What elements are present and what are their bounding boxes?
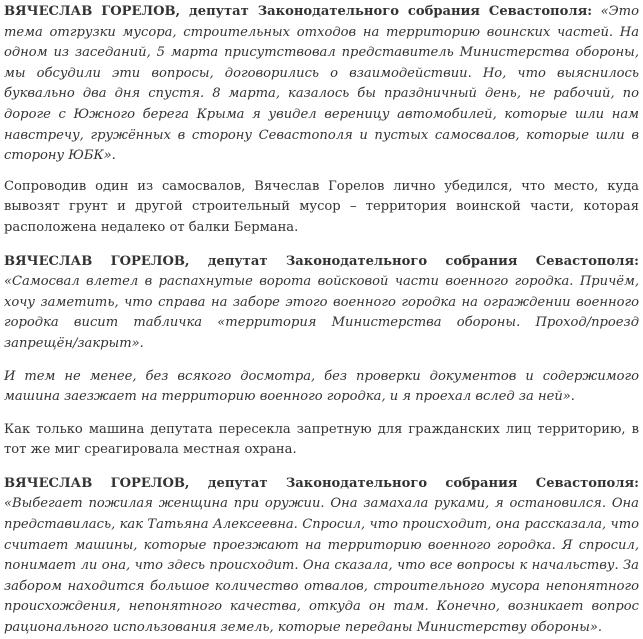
quote-text: «Выбегает пожилая женщина при оружии. Она замахала руками, я остановился. Она представилась, как Татьяна Алексеевна. Спросил, что происходит, она рассказала, что считает машины, которые проезжают на территорию военного городка. Я спросил, понимает ли она, что здесь происходит. Она сказала, что все вопросы к начальству. За забором находится большое количество отвалов, строительного мусора непонятного происхождения, непонятного качества, откуда он там. Конечно, возникает вопрос рационального использования земель, которые переданы Министерству обороны». — [4, 496, 639, 636]
speaker-attribution: ВЯЧЕСЛАВ ГОРЕЛОВ, депутат Законодательного собрания Севастополя: — [4, 253, 639, 269]
narrative-text: Сопроводив один из самосвалов, Вячеслав Горелов лично убедился, что место, куда вывозят грунт и другой строительный мусор – территория воинской части, которая расположена недалеко от балки Бермана. — [4, 178, 639, 235]
speaker-attribution: ВЯЧЕСЛАВ ГОРЕЛОВ, депутат Законодательного собрания Севастополя: — [4, 4, 593, 19]
quote-text: «Самосвал влетел в распахнутые ворота войсковой части военного городка. Причём, хочу заметить, что справа на заборе этого военного городка на ограждении военного городка висит табличка «территория Министерства обороны. Проход/проезд запрещён/закрыт». — [4, 274, 639, 351]
narrative-paragraph-1 — [4, 177, 639, 239]
speaker-attribution: ВЯЧЕСЛАВ ГОРЕЛОВ, депутат Законодательного собрания Севастополя: — [4, 475, 639, 491]
narrative-paragraph-2 — [4, 420, 639, 461]
quote-paragraph-2 — [4, 252, 639, 355]
quote-text: «Это тема отгрузки мусора, строительных отходов на территорию воинских частей. На одном из заседаний, 5 марта присутствовал представитель Министерства обороны, мы обсудили эти вопросы, договорились о взаимодействии. Но, что выяснилось буквально два дня спустя. 8 марта, казалось бы праздничный день, не рабочий, по дороге с Южного берега Крыма я увидел вереницу автомобилей, которые шли нам навстречу, гружённых в сторону Севастополя и пустых самосвалов, которые шли в сторону ЮБК». — [4, 4, 639, 164]
narrative-text: Как только машина депутата пересекла запретную для гражданских лиц территорию, в тот же миг среагировала местная охрана. — [4, 421, 639, 458]
quote-continuation-paragraph — [4, 367, 639, 408]
quote-text: И тем не менее, без всякого досмотра, без проверки документов и содержимого машина заезжает на территорию военного городка, и я проехал вслед за ней». — [4, 368, 639, 405]
quote-paragraph-3 — [4, 474, 639, 639]
quote-paragraph-1 — [4, 2, 639, 167]
